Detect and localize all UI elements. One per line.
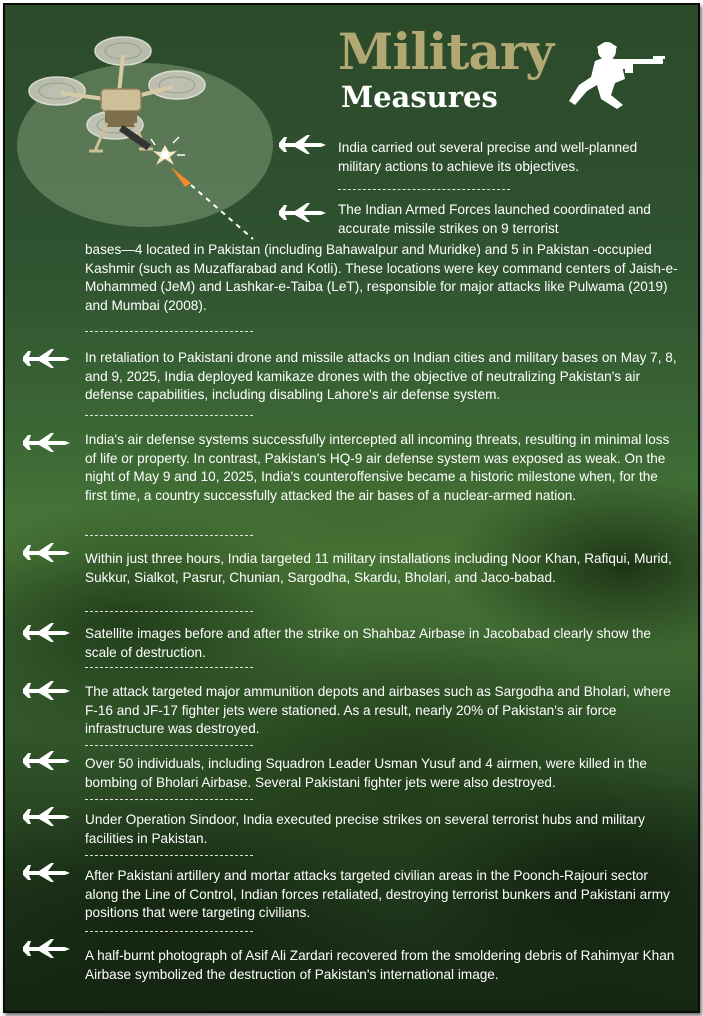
- page-title: Military: [338, 22, 554, 81]
- fighter-jet-icon: [21, 347, 71, 369]
- divider: [338, 189, 510, 190]
- fighter-jet-icon: [21, 679, 71, 701]
- fighter-jet-icon: [277, 133, 327, 155]
- list-item: [85, 625, 680, 662]
- soldier-icon: [567, 39, 667, 111]
- divider: [85, 931, 253, 932]
- list-item-text: Under Operation Sindoor, India executed precise strikes on several terrorist hubs and military facilities in Pakistan.: [85, 812, 645, 846]
- divider: [85, 667, 253, 668]
- list-item-text: A half-burnt photograph of Asif Ali Zardari recovered from the smoldering debris of Rahimyar Khan Airbase symbolized the destruction of Pakistan's international image.: [85, 948, 675, 982]
- list-item-text: After Pakistani artillery and mortar attacks targeted civilian areas in the Poonch-Rajouri sector along the Line of Control, Indian forces retaliated, destroying terrorist bunkers and Pakistani army positions that were targeting civilians.: [85, 868, 670, 921]
- fighter-jet-icon: [21, 937, 71, 959]
- list-item: [85, 683, 680, 739]
- fighter-jet-icon: [21, 861, 71, 883]
- list-item-text: Over 50 individuals, including Squadron Leader Usman Yusuf and 4 airmen, were killed in the bombing of Bholari Airbase. Several Pakistani fighter jets were also destroyed.: [85, 756, 647, 790]
- list-item-text: bases—4 located in Pakistan (including Bahawalpur and Muridke) and 5 in Pakistan -occupied Kashmir (such as Muzaffarabad and Kotli). These locations were key command centers of Jaish-e-Mohammed (JeM) and Lashkar-e-Taiba (LeT), responsible for major attacks like Pulwama (2019) and Mumbai (2008).: [85, 242, 678, 313]
- divider: [85, 535, 253, 536]
- divider: [85, 745, 253, 746]
- page-subtitle: Measures: [341, 80, 498, 114]
- list-item-continued: [85, 241, 680, 315]
- list-item-text: Within just three hours, India targeted 11 military installations including Noor Khan, Rafiqui, Murid, Sukkur, Sialkot, Pasrur, Chunian, Sargodha, Skardu, Bholari, and Jaco-babad.: [85, 551, 672, 585]
- list-item: [85, 867, 680, 923]
- infographic-card: [3, 3, 700, 1013]
- drone-icon: [5, 27, 305, 247]
- divider: [85, 799, 253, 800]
- list-item-text: The Indian Armed Forces launched coordinated and accurate missile strikes on 9 terrorist: [338, 202, 651, 236]
- divider: [85, 415, 253, 416]
- list-item: [85, 550, 680, 587]
- fighter-jet-icon: [21, 621, 71, 643]
- list-item: [338, 201, 676, 238]
- fighter-jet-icon: [21, 541, 71, 563]
- divider: [85, 855, 253, 856]
- fighter-jet-icon: [21, 805, 71, 827]
- fighter-jet-icon: [21, 431, 71, 453]
- list-item-text: The attack targeted major ammunition depots and airbases such as Sargodha and Bholari, where F-16 and JF-17 fighter jets were stationed. As a result, nearly 20% of Pakistan's air force infrastructure was destroyed.: [85, 684, 671, 737]
- list-item: [85, 947, 680, 984]
- divider: [85, 611, 253, 612]
- list-item: [85, 755, 680, 792]
- list-item-text: Satellite images before and after the strike on Shahbaz Airbase in Jacobabad clearly show the scale of destruction.: [85, 626, 651, 660]
- list-item-text: India carried out several precise and well-planned military actions to achieve its objectives.: [338, 140, 638, 174]
- list-item-text: India's air defense systems successfully intercepted all incoming threats, resulting in minimal loss of life or property. In contrast, Pakistan's HQ-9 air defense system was exposed as weak. On the night of May 9 and 10, 2025, India's counteroffensive became a historic milestone when, for the first time, a country successfully attacked the air bases of a nuclear-armed nation.: [85, 432, 670, 503]
- list-item: [85, 811, 680, 848]
- fighter-jet-icon: [277, 201, 327, 223]
- divider: [85, 331, 253, 332]
- list-item: [338, 139, 676, 176]
- fighter-jet-icon: [21, 749, 71, 771]
- list-item-text: In retaliation to Pakistani drone and missile attacks on Indian cities and military bases on May 7, 8, and 9, 2025, India deployed kamikaze drones with the objective of neutralizing Pakistan's air defense capabilities, including disabling Lahore's air defense system.: [85, 350, 677, 403]
- list-item: [85, 349, 680, 405]
- list-item: [85, 431, 680, 505]
